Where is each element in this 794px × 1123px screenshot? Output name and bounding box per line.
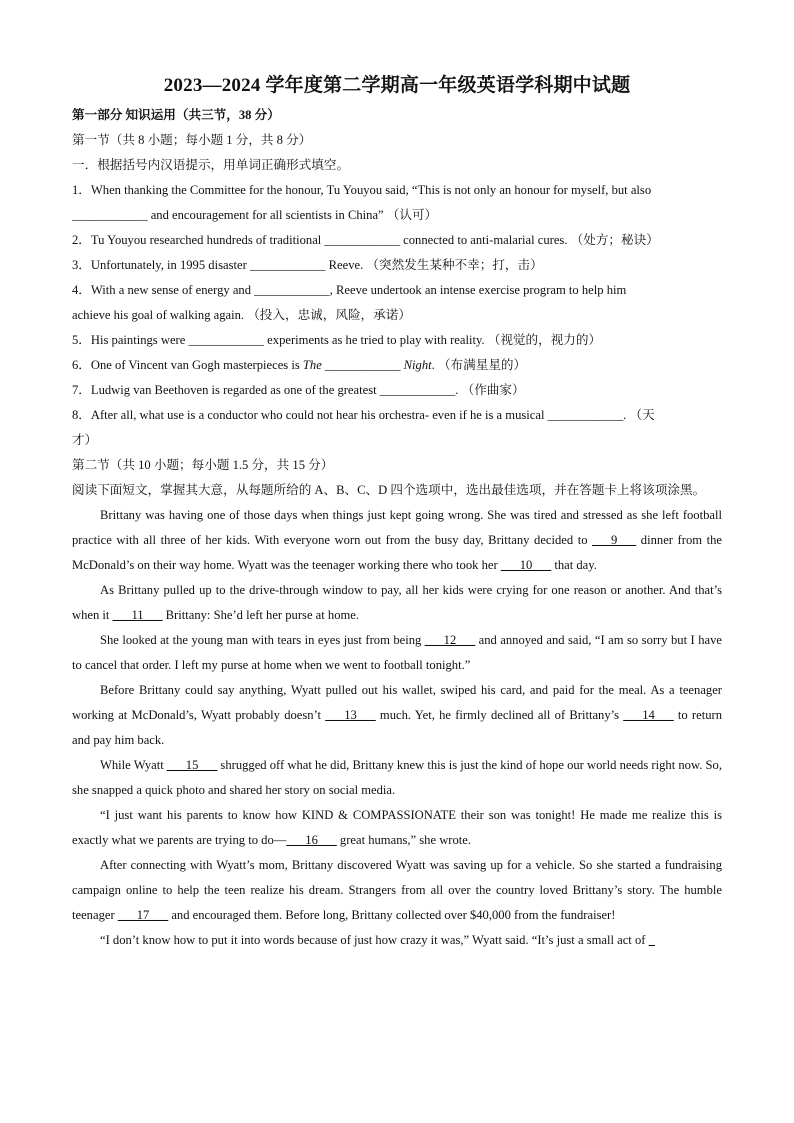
- passage-text: shrugged off what he did, Brittany knew this is just the kind of hope our world needs right now. So, she snapped a quick photo and shared her story on social media.: [72, 758, 722, 797]
- cloze-blank: ___17___: [117, 908, 169, 922]
- passage-text: Brittany was having one of those days when things just kept going wrong. She was tired and stressed as she left football practice with all three of her kids. With everyone worn out from the busy day, Brittany decided to: [72, 508, 722, 547]
- question-6: 6．One of Vincent van Gogh masterpieces is The ____________ Night. （布满星星的）: [72, 358, 527, 372]
- cloze-blank: ___15___: [166, 758, 218, 772]
- reading-passage: [72, 503, 722, 953]
- section1-heading: 第一节（共 8 小题；每小题 1 分，共 8 分）: [72, 133, 312, 147]
- cloze-blank: _: [648, 933, 655, 947]
- passage-paragraph: [72, 503, 722, 578]
- question-1-line1: 1．When thanking the Committee for the honour, Tu Youyou said, “This is not only an honour for myself, but also: [72, 183, 652, 197]
- cloze-blank: ___12___: [424, 633, 476, 647]
- question-5: 5．His paintings were ____________ experiments as he tried to play with reality. （视觉的，视力的）: [72, 333, 602, 347]
- passage-text: great humans,” she wrote.: [336, 833, 472, 847]
- passage-paragraph: [72, 628, 722, 678]
- part1-heading: 第一部分 知识运用（共三节，38 分）: [72, 108, 280, 122]
- question-7: 7．Ludwig van Beethoven is regarded as one of the greatest ____________. （作曲家）: [72, 383, 525, 397]
- cloze-blank: ___14___: [623, 708, 674, 722]
- passage-paragraph: [72, 853, 722, 928]
- passage-paragraph: [72, 928, 722, 953]
- passage-paragraph: [72, 578, 722, 628]
- passage-text: much. Yet, he firmly declined all of Brittany’s: [375, 708, 624, 722]
- exam-content: [72, 103, 722, 953]
- passage-text: and annoyed and said, “I am so sorry but I have to cancel that order. I left my purse at home when we went to football tonight.”: [72, 633, 722, 672]
- passage-text: dinner from the McDonald’s on their way home. Wyatt was the teenager working there who took her: [72, 533, 723, 572]
- passage-text: After connecting with Wyatt’s mom, Brittany discovered Wyatt was saving up for a vehicle. So she started a fundraising campaign online to help the teen realize his dream. Strangers from all over the country loved Brittany’s story. The humble teenager: [72, 858, 722, 922]
- cloze-blank: ___13___: [325, 708, 376, 722]
- section1-instruction: 一．根据括号内汉语提示，用单词正确形式填空。: [72, 158, 350, 172]
- passage-text: and encouraged them. Before long, Brittany collected over $40,000 from the fundraiser!: [168, 908, 616, 922]
- cloze-blank: ___10___: [500, 558, 552, 572]
- question-8-line2: 才）: [72, 433, 98, 447]
- question-8-line1: 8．After all, what use is a conductor who could not hear his orchestra- even if he is a musical ____________. （天: [72, 408, 655, 422]
- passage-paragraph: [72, 678, 722, 753]
- page-title: 2023—2024 学年度第二学期高一年级英语学科期中试题: [163, 75, 631, 96]
- passage-text: Before Brittany could say anything, Wyatt pulled out his wallet, swiped his card, and paid for the meal. As a teenager working at McDonald’s, Wyatt probably doesn’t: [72, 683, 722, 722]
- passage-text: Brittany: She’d left her purse at home.: [162, 608, 360, 622]
- question-4-line2: achieve his goal of walking again. （投入，忠诚，风险，承诺）: [72, 308, 411, 322]
- passage-text: to return and pay him back.: [72, 708, 723, 747]
- question-2: 2．Tu Youyou researched hundreds of traditional ____________ connected to anti-malarial cures. （处方；秘诀）: [72, 233, 659, 247]
- cloze-blank: ___11___: [112, 608, 163, 622]
- passage-text: “I don’t know how to put it into words because of just how crazy it was,” Wyatt said. “It’s just a small act of: [100, 933, 649, 947]
- section2-instruction: 阅读下面短文，掌握其大意，从每题所给的 A、B、C、D 四个选项中，选出最佳选项，并在答题卡上将该项涂黑。: [72, 483, 706, 497]
- question-1-line2: ____________ and encouragement for all scientists in China” （认可）: [72, 208, 438, 222]
- passage-text: She looked at the young man with tears in eyes just from being: [100, 633, 425, 647]
- passage-text: “I just want his parents to know how KIND & COMPASSIONATE their son was tonight! He made me realize this is exactly what we parents are trying to do—: [72, 808, 722, 847]
- passage-text: While Wyatt: [100, 758, 167, 772]
- question-3: 3．Unfortunately, in 1995 disaster ____________ Reeve. （突然发生某种不幸；打，击）: [72, 258, 543, 272]
- cloze-blank: ___16___: [286, 833, 337, 847]
- cloze-blank: ___9___: [592, 533, 637, 547]
- passage-paragraph: [72, 803, 722, 853]
- passage-paragraph: [72, 753, 722, 803]
- section2-heading: 第二节（共 10 小题；每小题 1.5 分，共 15 分）: [72, 458, 334, 472]
- passage-text: As Brittany pulled up to the drive-through window to pay, all her kids were crying for one reason or another. And that’s when it: [72, 583, 722, 622]
- passage-text: that day.: [551, 558, 597, 572]
- question-4-line1: 4．With a new sense of energy and ____________, Reeve undertook an intense exercise program to help him: [72, 283, 627, 297]
